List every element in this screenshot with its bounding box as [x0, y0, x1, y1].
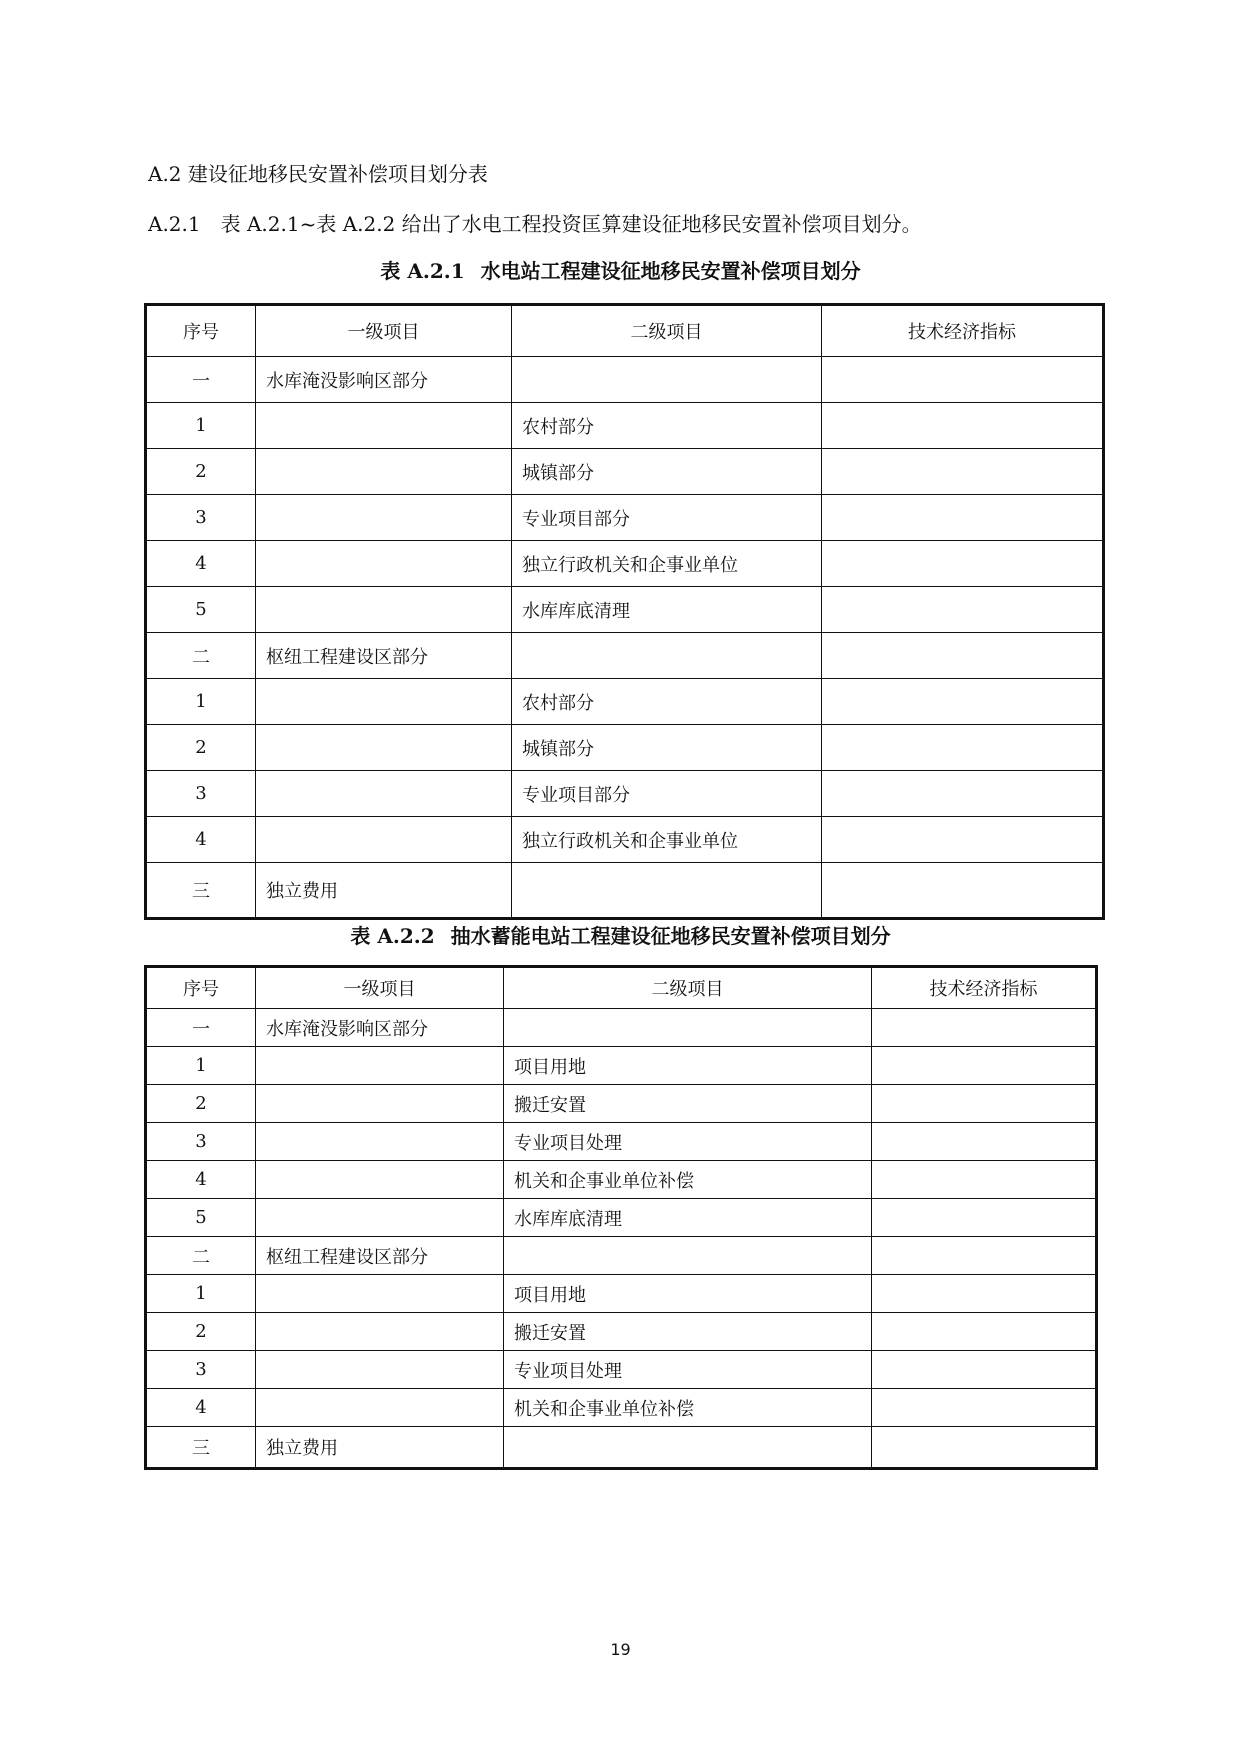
table1-cell-level1 [256, 771, 512, 817]
table2-cell-seq: 1 [146, 1047, 256, 1085]
table1-cell-seq: 1 [146, 403, 256, 449]
table2-cell-level2 [504, 1237, 872, 1275]
table1-header-seq: 序号 [146, 305, 256, 357]
table1-cell-level1 [256, 587, 512, 633]
table1-cell-level2: 水库库底清理 [512, 587, 822, 633]
table2-cell-level2: 项目用地 [504, 1047, 872, 1085]
table2-cell-level2: 水库库底清理 [504, 1199, 872, 1237]
table2-cell-indicator [872, 1351, 1097, 1389]
clause-number: A.2.1 [148, 212, 201, 236]
table1-cell-level2: 专业项目部分 [512, 495, 822, 541]
table2-cell-seq: 3 [146, 1351, 256, 1389]
table2-caption-number: 表 A.2.2 [350, 924, 435, 948]
table-row [146, 1351, 1097, 1389]
table1-cell-level1 [256, 495, 512, 541]
table1-cell-seq: 三 [146, 863, 256, 919]
table-row [146, 449, 1104, 495]
table2-cell-seq: 一 [146, 1009, 256, 1047]
table1-cell-level1 [256, 403, 512, 449]
table2-cell-seq: 二 [146, 1237, 256, 1275]
section-title: 建设征地移民安置补偿项目划分表 [187, 162, 488, 186]
table1-cell-seq: 3 [146, 495, 256, 541]
table1-cell-seq: 二 [146, 633, 256, 679]
table2-cell-seq: 1 [146, 1275, 256, 1313]
table2-cell-level2 [504, 1009, 872, 1047]
table2-cell-level1: 枢纽工程建设区部分 [256, 1237, 504, 1275]
table2-cell-indicator [872, 1237, 1097, 1275]
table-row [146, 633, 1104, 679]
table2-cell-seq: 三 [146, 1427, 256, 1469]
table2-cell-level2: 专业项目处理 [504, 1123, 872, 1161]
table1-cell-level2: 独立行政机关和企事业单位 [512, 541, 822, 587]
table1-cell-indicator [822, 679, 1104, 725]
table-row [146, 1237, 1097, 1275]
table2-cell-indicator [872, 1427, 1097, 1469]
table-row [146, 1199, 1097, 1237]
table1-cell-seq: 4 [146, 817, 256, 863]
table2-cell-level1 [256, 1123, 504, 1161]
table1-cell-level2: 专业项目部分 [512, 771, 822, 817]
table2-cell-level2: 搬迁安置 [504, 1085, 872, 1123]
table1-cell-seq: 2 [146, 725, 256, 771]
table1-cell-indicator [822, 725, 1104, 771]
clause-paragraph [148, 210, 922, 238]
table2-cell-level1 [256, 1389, 504, 1427]
table2-cell-indicator [872, 1161, 1097, 1199]
table1-cell-indicator [822, 817, 1104, 863]
table-row [146, 817, 1104, 863]
table1-caption-title: 水电站工程建设征地移民安置补偿项目划分 [480, 259, 861, 283]
table-row [146, 587, 1104, 633]
table2-header-indicator: 技术经济指标 [872, 967, 1097, 1009]
table1-header-level2: 二级项目 [512, 305, 822, 357]
table-row [146, 357, 1104, 403]
table1 [144, 303, 1105, 920]
table2-cell-seq: 4 [146, 1161, 256, 1199]
table1-cell-level1 [256, 725, 512, 771]
table1-cell-seq: 2 [146, 449, 256, 495]
table2-cell-indicator [872, 1047, 1097, 1085]
table2-cell-level1 [256, 1199, 504, 1237]
table-row [146, 1313, 1097, 1351]
table2-cell-level2: 搬迁安置 [504, 1313, 872, 1351]
table1-cell-level1: 独立费用 [256, 863, 512, 919]
table1-cell-level2: 城镇部分 [512, 449, 822, 495]
table2-cell-seq: 2 [146, 1085, 256, 1123]
table1-cell-seq: 一 [146, 357, 256, 403]
table-row [146, 771, 1104, 817]
table1-cell-indicator [822, 587, 1104, 633]
table1-caption-number: 表 A.2.1 [380, 259, 465, 283]
table2-cell-indicator [872, 1085, 1097, 1123]
table1-cell-level2: 独立行政机关和企事业单位 [512, 817, 822, 863]
table-row [146, 495, 1104, 541]
table1-cell-indicator [822, 449, 1104, 495]
table1-cell-seq: 4 [146, 541, 256, 587]
table1-header-row [146, 305, 1104, 357]
table1-cell-level1 [256, 541, 512, 587]
table2-cell-level1 [256, 1047, 504, 1085]
table2-cell-level2: 项目用地 [504, 1275, 872, 1313]
table2-cell-level1: 水库淹没影响区部分 [256, 1009, 504, 1047]
table1-cell-seq: 3 [146, 771, 256, 817]
table-row [146, 1275, 1097, 1313]
table2-cell-seq: 3 [146, 1123, 256, 1161]
table2-cell-level2: 机关和企事业单位补偿 [504, 1161, 872, 1199]
table2-caption [0, 922, 1241, 950]
table2-cell-level2 [504, 1427, 872, 1469]
page-number: 19 [610, 1640, 631, 1659]
table-row [146, 1427, 1097, 1469]
table2-header-level1: 一级项目 [256, 967, 504, 1009]
table1-header-level1: 一级项目 [256, 305, 512, 357]
table-row [146, 1389, 1097, 1427]
table2-cell-seq: 4 [146, 1389, 256, 1427]
table-row [146, 863, 1104, 919]
table1-cell-indicator [822, 771, 1104, 817]
table2-cell-indicator [872, 1009, 1097, 1047]
table1-cell-level2 [512, 357, 822, 403]
table2-cell-level1: 独立费用 [256, 1427, 504, 1469]
table2-cell-indicator [872, 1313, 1097, 1351]
table2-cell-level1 [256, 1351, 504, 1389]
table1-header-indicator: 技术经济指标 [822, 305, 1104, 357]
table-row [146, 403, 1104, 449]
table1-cell-indicator [822, 863, 1104, 919]
table2-cell-level2: 专业项目处理 [504, 1351, 872, 1389]
table-row [146, 541, 1104, 587]
table-row [146, 1047, 1097, 1085]
table1-cell-level2 [512, 863, 822, 919]
table2-cell-seq: 2 [146, 1313, 256, 1351]
table2-cell-indicator [872, 1275, 1097, 1313]
table1-cell-seq: 1 [146, 679, 256, 725]
table1-cell-seq: 5 [146, 587, 256, 633]
table-row [146, 1161, 1097, 1199]
table1-cell-level2: 农村部分 [512, 403, 822, 449]
table-row [146, 1085, 1097, 1123]
table2-cell-level1 [256, 1313, 504, 1351]
table-row [146, 725, 1104, 771]
table1-cell-level1 [256, 679, 512, 725]
table2-header-seq: 序号 [146, 967, 256, 1009]
table2-cell-level1 [256, 1161, 504, 1199]
table2-cell-level1 [256, 1085, 504, 1123]
table1-cell-level1: 水库淹没影响区部分 [256, 357, 512, 403]
table1-cell-indicator [822, 495, 1104, 541]
table-row [146, 1123, 1097, 1161]
table1-cell-level1 [256, 817, 512, 863]
table2-cell-seq: 5 [146, 1199, 256, 1237]
table2-header-row [146, 967, 1097, 1009]
table1-cell-level2: 农村部分 [512, 679, 822, 725]
table1-cell-indicator [822, 633, 1104, 679]
table-row [146, 679, 1104, 725]
clause-text: 表 A.2.1~表 A.2.2 给出了水电工程投资匡算建设征地移民安置补偿项目划分。 [220, 212, 922, 236]
section-heading [148, 160, 488, 188]
table2 [144, 965, 1098, 1470]
table1-cell-indicator [822, 403, 1104, 449]
section-number: A.2 [148, 162, 182, 186]
table2-cell-indicator [872, 1123, 1097, 1161]
table1-cell-level2 [512, 633, 822, 679]
table2-cell-indicator [872, 1199, 1097, 1237]
table2-cell-indicator [872, 1389, 1097, 1427]
table2-cell-level2: 机关和企事业单位补偿 [504, 1389, 872, 1427]
table1-caption [0, 257, 1241, 285]
table-row [146, 1009, 1097, 1047]
table2-caption-title: 抽水蓄能电站工程建设征地移民安置补偿项目划分 [450, 924, 891, 948]
table1-cell-level1 [256, 449, 512, 495]
table2-header-level2: 二级项目 [504, 967, 872, 1009]
table1-cell-indicator [822, 541, 1104, 587]
table1-cell-indicator [822, 357, 1104, 403]
table2-cell-level1 [256, 1275, 504, 1313]
table1-cell-level1: 枢纽工程建设区部分 [256, 633, 512, 679]
table1-cell-level2: 城镇部分 [512, 725, 822, 771]
